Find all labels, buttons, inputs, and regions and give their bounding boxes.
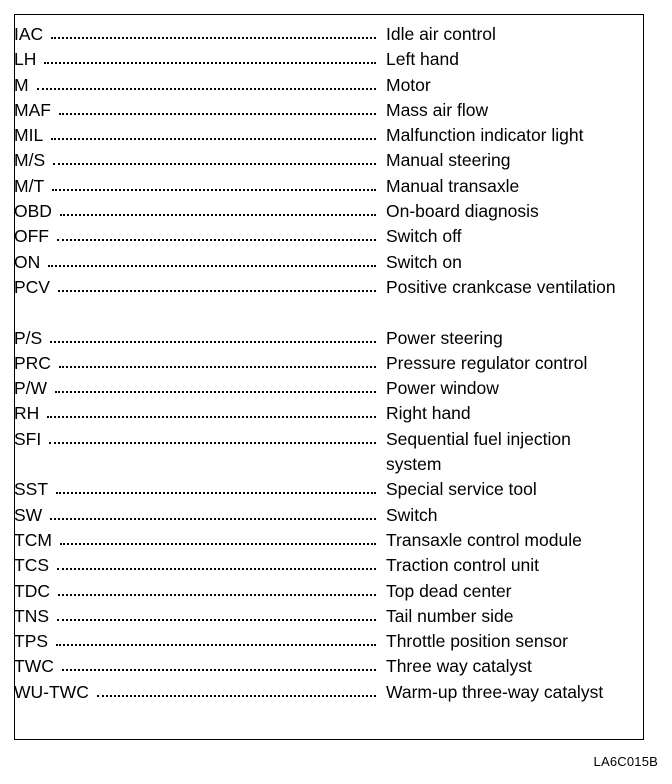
- glossary-row: [14, 250, 624, 275]
- abbreviation: P/S: [14, 327, 43, 348]
- abbreviation-list: [14, 22, 624, 730]
- leader-dots: [57, 619, 376, 621]
- abbreviation: PCV: [14, 276, 50, 297]
- glossary-row: [14, 680, 624, 731]
- abbreviation: M/S: [14, 150, 46, 171]
- glossary-row: [14, 503, 624, 528]
- abbreviation: IAC: [14, 24, 44, 44]
- leader-dots: [57, 568, 376, 570]
- abbreviation: MIL: [14, 125, 44, 146]
- leader-dots: [49, 442, 376, 444]
- abbreviation-meaning: Transaxle control module: [386, 529, 582, 550]
- abbreviation-meaning: Right hand: [386, 403, 471, 424]
- abbreviation-meaning: Pressure regulator control: [386, 352, 588, 373]
- abbreviation-meaning: Power window: [386, 378, 499, 399]
- leader-dots: [60, 543, 376, 545]
- abbreviation-meaning: Power steering: [386, 327, 503, 348]
- leader-dots: [50, 518, 376, 520]
- figure-code: LA6C015B: [593, 754, 658, 769]
- abbreviation-meaning: Idle air control: [386, 24, 496, 44]
- leader-dots: [58, 290, 376, 292]
- abbreviation: P/W: [14, 378, 48, 399]
- abbreviation-meaning: Warm-up three-way catalyst: [386, 681, 604, 702]
- leader-dots: [55, 391, 376, 393]
- glossary-row: [14, 199, 624, 224]
- leader-dots: [56, 644, 376, 646]
- glossary-row: [14, 47, 624, 72]
- abbreviation-meaning: Positive crankcase ventilation: [386, 276, 616, 297]
- glossary-row: [14, 528, 624, 553]
- glossary-row: [14, 326, 624, 351]
- abbreviation-meaning: Traction control unit: [386, 555, 540, 576]
- glossary-row: [14, 629, 624, 654]
- abbreviation-meaning: Manual steering: [386, 150, 511, 171]
- glossary-row: [14, 604, 624, 629]
- abbreviation: TWC: [14, 656, 54, 677]
- glossary-row: [14, 148, 624, 173]
- glossary-row: [14, 275, 624, 326]
- leader-dots: [60, 214, 376, 216]
- abbreviation-meaning: Switch off: [386, 226, 462, 247]
- leader-dots: [62, 669, 376, 671]
- glossary-row: [14, 351, 624, 376]
- abbreviation-meaning: Switch on: [386, 251, 462, 272]
- leader-dots: [50, 341, 376, 343]
- glossary-row: [14, 123, 624, 148]
- glossary-row: [14, 401, 624, 426]
- abbreviation: OBD: [14, 201, 52, 222]
- abbreviation-meaning: Mass air flow: [386, 99, 489, 120]
- abbreviation-meaning: Manual transaxle: [386, 175, 520, 196]
- leader-dots: [59, 113, 376, 115]
- abbreviation-meaning: Left hand: [386, 49, 459, 70]
- abbreviation: PRC: [14, 352, 51, 373]
- leader-dots: [47, 416, 376, 418]
- abbreviation-meaning: Switch: [386, 504, 438, 525]
- leader-dots: [48, 265, 376, 267]
- glossary-row: [14, 224, 624, 249]
- abbreviation-meaning: On-board diagnosis: [386, 201, 539, 222]
- leader-dots: [51, 37, 376, 39]
- abbreviation: SST: [14, 479, 49, 500]
- abbreviation-meaning: Throttle position sensor: [386, 631, 568, 652]
- leader-dots: [56, 492, 376, 494]
- abbreviation: M/T: [14, 175, 45, 196]
- abbreviation: RH: [14, 403, 40, 424]
- glossary-row: [14, 477, 624, 502]
- abbreviation: LH: [14, 49, 37, 70]
- leader-dots: [52, 189, 376, 191]
- leader-dots: [44, 62, 376, 64]
- leader-dots: [53, 163, 376, 165]
- glossary-row: [14, 174, 624, 199]
- abbreviation: SW: [14, 504, 43, 525]
- abbreviation: ON: [14, 251, 41, 272]
- abbreviation: MAF: [14, 99, 51, 120]
- glossary-row: [14, 98, 624, 123]
- abbreviation: TNS: [14, 605, 49, 626]
- abbreviation: OFF: [14, 226, 49, 247]
- abbreviation-meaning: Special service tool: [386, 479, 537, 500]
- abbreviation-meaning: Tail number side: [386, 605, 514, 626]
- abbreviation: SFI: [14, 428, 42, 449]
- abbreviation: TCM: [14, 529, 52, 550]
- glossary-row: [14, 553, 624, 578]
- abbreviation-meaning: Sequential fuel injection system: [386, 428, 571, 475]
- abbreviation: TPS: [14, 631, 49, 652]
- glossary-row: [14, 427, 624, 478]
- abbreviation-meaning: Motor: [386, 74, 431, 95]
- leader-dots: [37, 88, 376, 90]
- glossary-row: [14, 73, 624, 98]
- abbreviation-meaning: Top dead center: [386, 580, 512, 601]
- abbreviation: M: [14, 74, 29, 95]
- abbreviation-meaning: Malfunction indicator light: [386, 125, 584, 146]
- glossary-row: [14, 579, 624, 604]
- leader-dots: [97, 695, 376, 697]
- abbreviation-meaning: Three way catalyst: [386, 656, 532, 677]
- abbreviation: TCS: [14, 555, 49, 576]
- leader-dots: [57, 239, 376, 241]
- glossary-row: [14, 376, 624, 401]
- abbreviation: TDC: [14, 580, 50, 601]
- glossary-row: [14, 654, 624, 679]
- leader-dots: [51, 138, 376, 140]
- leader-dots: [58, 594, 376, 596]
- abbreviation: WU-TWC: [14, 681, 89, 702]
- leader-dots: [59, 366, 376, 368]
- glossary-row: [14, 22, 624, 47]
